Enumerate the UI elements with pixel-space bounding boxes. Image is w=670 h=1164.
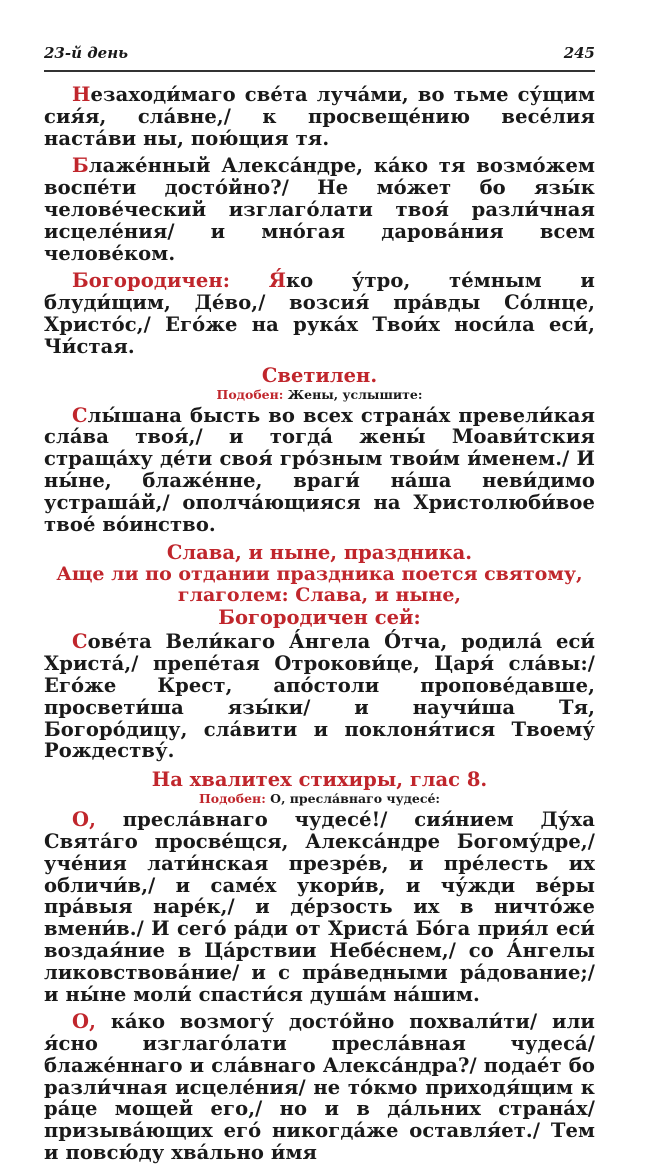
page-number: 245 (563, 44, 595, 62)
drop-initial: Я́ (230, 269, 286, 293)
drop-initial: О, (72, 1010, 96, 1034)
verse-text: ка́ко возмогу́ досто́йно похвали́ти/ или я́сно изглаго́лати пресла́вная чудеса́/ блаже́ннаго и сла́внаго Алекса́ндра?/ подае́т бо разли́чная исцеле́ния/ не то́кмо приходя́щим к ра́це мощей его,/ но и в да́льних страна́х/ призыва́ющих его́ никогда́же оставля́ет./ Тем и повсю́ду хва́льно и́мя (44, 1010, 595, 1164)
page-body (44, 84, 595, 1164)
rubric-label: Богородичен: (72, 269, 231, 293)
podoben-text: О, пресла́внаго чудесе́: (265, 791, 441, 807)
day-label: 23-й день (44, 44, 129, 62)
running-header (44, 44, 595, 68)
verse-2 (44, 155, 595, 264)
verse-1 (44, 84, 595, 149)
section-heading: Светилен. (261, 363, 378, 387)
verse-text: ко у́тро, те́мным и блуди́щим, Де́во,/ возсия́ пра́вды Со́лнце, Христо́с,/ Его́же на рука́х Твои́х носи́ла еси́, Чи́стая. (44, 269, 595, 358)
drop-initial: О, (72, 808, 96, 832)
drop-initial: С (72, 403, 88, 427)
book-page (44, 0, 595, 1164)
rubric-instruction: Аще ли по отдании праздника поется святому, глаголем: Слава, и ныне, (56, 563, 583, 607)
section-heading: Богородичен сей: (218, 606, 421, 630)
podoben-text: Жены, услышите: (283, 386, 423, 402)
verse-text: езаходи́маго све́та луча́ми, во тьме су́щим сия́я, сла́вне,/ к просвеще́нию весе́лия наста́ви ны, пою́щия тя. (44, 83, 595, 150)
verse-theotokion (44, 270, 595, 357)
verse-bogorodichen (44, 631, 595, 762)
drop-initial: С (72, 630, 88, 654)
podoben-note (44, 387, 595, 403)
drop-initial: Н (72, 83, 91, 106)
verse-stichera-2 (44, 1011, 595, 1164)
verse-text: лаже́нный Алекса́ндре, ка́ко тя возмо́жем воспе́ти досто́йно?/ Не мо́жет бо язы́к челове́ческий изглаго́лати твоя́ разли́чная исцеле́ния/ и мно́гая дарова́ния всем челове́ком. (44, 154, 595, 265)
section-heading: Слава, и ныне, праздника. (166, 541, 473, 565)
section-heading: На хвалитех стихиры, глас 8. (151, 768, 488, 792)
verse-stichera-1 (44, 809, 595, 1005)
drop-initial: Б (72, 154, 89, 178)
verse-text: лы́шана бысть во всех страна́х превели́кая сла́ва твоя́,/ и тогда́ жены́ Моави́тския страща́ху де́ти своя́ гро́зным твои́м и́менем./ И ны́не, блаже́нне, враги́ на́ша неви́димо устраша́й,/ ополча́ющияся на Христолюби́вое твое́ во́инство. (44, 403, 595, 536)
podoben-note (44, 791, 595, 807)
verse-text: ове́та Вели́каго А́нгела О́тча, родила́ еси́ Христа́,/ препе́тая Отрокови́це, Царя́ сла́вы:/ Его́же Крест, апо́столи пропове́давше, просвети́ша язы́ки/ и научи́ша Тя, Богоро́дицу, сла́вити и поклоня́тися Твоему́ Рождеству́. (44, 630, 595, 763)
podoben-label: Подобен: (198, 791, 266, 807)
verse-text: пресла́внаго чудесе́!/ сия́нием Ду́ха Свята́го просве́щся, Алекса́ндре Богому́дре,/ уче́ния лати́нская презре́в, и пре́лесть их обличи́в,/ и саме́х укори́в, и чу́жди ве́ры пра́выя наре́к,/ и де́рзость их в ничто́же вмени́в./ И сего́ ра́ди от Христа́ Бо́га прия́л еси́ воздая́ние в Ца́рствии Небе́снем,/ со А́нгелы ликовствова́ние/ и с пра́ведными ра́дование;/ и ны́не моли́ спасти́ся душа́м на́шим. (44, 808, 595, 1006)
verse-svetilen (44, 405, 595, 536)
header-rule (44, 70, 595, 72)
podoben-label: Подобен: (216, 386, 284, 402)
